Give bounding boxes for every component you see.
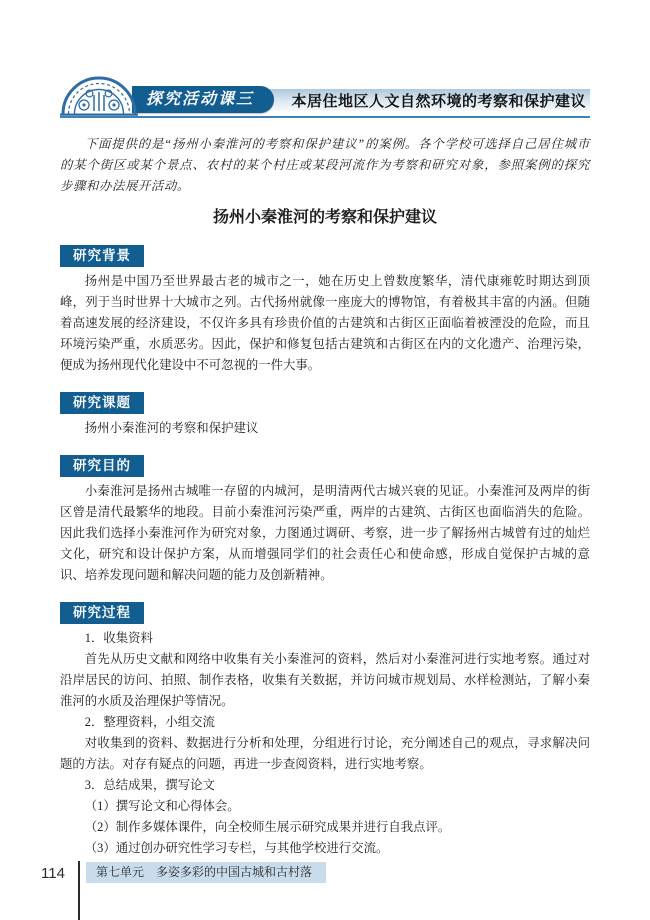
process-para-1: 首先从历史文献和网络中收集有关小秦淮河的资料，然后对小秦淮河进行实地考察。通过对沿岸居民的访问、拍照、制作表格，收集有关数据，并访问城市规划局、水样检测站，了解小秦淮河的水质及治理保护等情况。 xyxy=(60,652,590,708)
lesson-badge: 探究活动课三 xyxy=(132,86,274,113)
article-title: 扬州小秦淮河的考察和保护建议 xyxy=(212,209,437,226)
header-title: 本居住地区人文自然环境的考察和保护建议 xyxy=(291,93,586,110)
footer-divider xyxy=(78,861,80,920)
section-heading-research-background: 研究背景 xyxy=(60,245,144,267)
page-content xyxy=(60,134,590,859)
process-substep-3: （3）通过创办研究性学习专栏，与其他学校进行交流。 xyxy=(84,841,389,855)
eave-tile-icon xyxy=(60,63,138,117)
section-body-research-purpose: 小秦淮河是扬州古城唯一存留的内城河，是明清两代古城兴衰的见证。小秦淮河及两岸的街区曾是清代最繁华的地段。目前小秦淮河污染严重，两岸的古建筑、古街区也面临消失的危险。因此我们选择小秦淮河作为研究对象，力图通过调研、考察，进一步了解扬州古城曾有过的灿烂文化，研究和设计保护方案，从而增强同学们的社会责任心和使命感，形成自觉保护古城的意识、培养发现问题和解决问题的能力及创新精神。 xyxy=(60,484,590,582)
process-substep-2: （2）制作多媒体课件，向全校师生展示研究成果并进行自我点评。 xyxy=(84,820,451,834)
header-rule xyxy=(60,116,590,118)
process-para-2: 对收集到的资料、数据进行分析和处理，分组进行讨论，充分阐述自己的观点，寻求解决问题的方法。对存有疑点的问题，再进一步查阅资料，进行实地考察。 xyxy=(60,736,590,771)
process-substep-1: （1）撰写论文和心得体会。 xyxy=(84,799,240,813)
intro-paragraph: 下面提供的是“扬州小秦淮河的考察和保护建议”的案例。各个学校可选择自己居住城市的某个街区或某个景点、农村的某个村庄或某段河流作为考察和研究对象，参照案例的探究步骤和办法展开活动。 xyxy=(60,137,590,193)
section-body-research-background: 扬州是中国乃至世界最古老的城市之一，她在历史上曾数度繁华，清代康雍乾时期达到顶峰，列于当时世界十大城市之列。古代扬州就像一座庞大的博物馆，有着极其丰富的内涵。但随着高速发展的经济建设，不仅许多具有珍贵价值的古建筑和古街区正面临着被湮没的危险，而且环境污染严重，水质恶劣。因此，保护和修复包括古建筑和古街区在内的文化遗产、治理污染，便成为扬州现代化建设中不可忽视的一件大事。 xyxy=(60,274,590,372)
eave-tile-icon-svg xyxy=(60,63,138,117)
section-heading-research-purpose: 研究目的 xyxy=(60,455,144,477)
footer-unit-label: 第七单元 多姿多彩的中国古城和古村落 xyxy=(86,862,326,883)
process-step-2: 2．整理资料，小组交流 xyxy=(84,715,215,729)
process-step-1: 1．收集资料 xyxy=(84,631,153,645)
section-heading-research-topic: 研究课题 xyxy=(60,392,144,414)
page-number: 114 xyxy=(41,865,65,882)
section-body-research-topic: 扬州小秦淮河的考察和保护建议 xyxy=(84,421,259,435)
section-heading-research-process: 研究过程 xyxy=(60,602,144,624)
process-step-3: 3．总结成果，撰写论文 xyxy=(84,778,215,792)
